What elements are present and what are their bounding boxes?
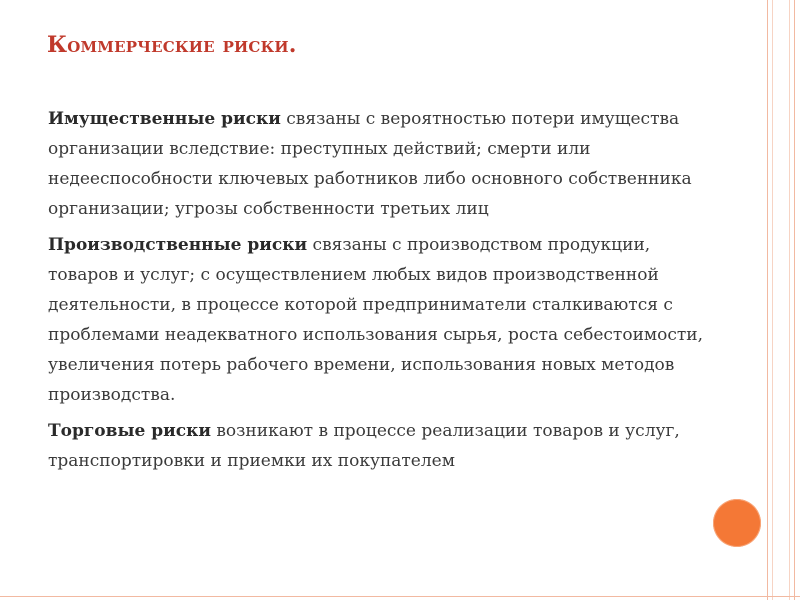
paragraph-property-risks xyxy=(48,104,718,224)
paragraph-trade-risks xyxy=(48,416,718,476)
term-production-risks: Производственные риски xyxy=(48,235,308,255)
slide-body xyxy=(48,104,718,476)
slide-frame-border xyxy=(767,0,795,600)
term-property-risks: Имущественные риски xyxy=(48,109,281,129)
paragraph-text-production-risks: связаны с производством продукции, товаров и услуг; с осуществлением любых видов производственной деятельности, в процессе которой предприниматели сталкиваются с проблемами неадекватного использования сырья, роста себестоимости, увеличения потерь рабочего времени, использования новых методов производства. xyxy=(48,235,704,405)
slide-frame-bottom-line xyxy=(0,596,800,597)
paragraph-production-risks xyxy=(48,230,718,410)
paragraph-text-property-risks: связаны с вероятностью потери имущества организации вследствие: преступных действий; смерти или недееспособности ключевых работников либо основного собственника организации; угрозы собственности третьих лиц xyxy=(48,109,692,219)
decorative-dot-icon xyxy=(713,499,761,547)
slide-title: Коммерческие риски. xyxy=(47,32,297,58)
paragraph-text-trade-risks: возникают в процессе реализации товаров и услуг, транспортировки и приемки их покупателем xyxy=(48,421,680,471)
term-trade-risks: Торговые риски xyxy=(48,421,211,441)
